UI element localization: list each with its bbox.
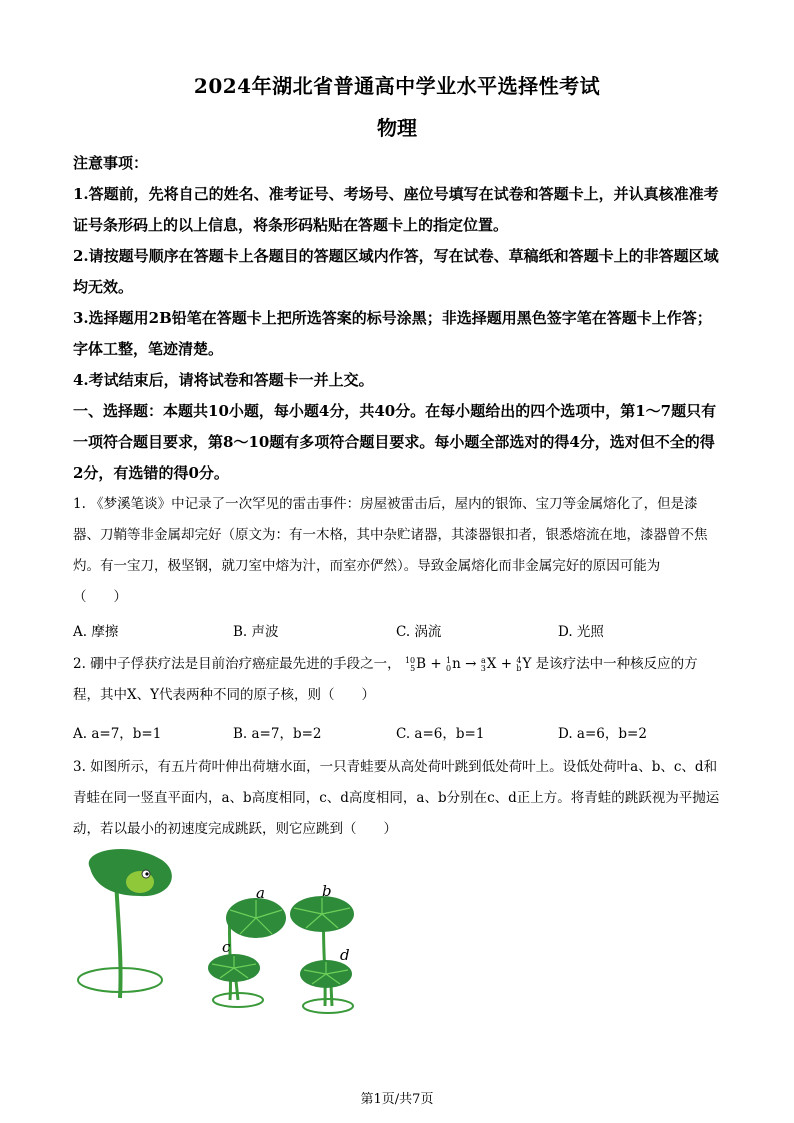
question-3-text: 3. 如图所示，有五片荷叶伸出荷塘水面，一只青蛙要从高处荷叶跳到低处荷叶上。设低处荷叶a、b、c、d和青蛙在同一竖直平面内，a、b高度相同，c、d高度相同，a、b分别在c、d正上方。将青蛙的跳跃视为平抛运动，若以最小的初速度完成跳跃，则它应跳到（ ） (73, 759, 720, 837)
exam-title: 2024年湖北省普通高中学业水平选择性考试 (193, 74, 601, 98)
question-1-text (73, 489, 723, 613)
nuclear-equation: 10 5 B + 1 0 n → a 3 X + 4 b Y (404, 655, 532, 673)
lotus-leaf-b (290, 896, 354, 932)
option-c: C. 涡流 (396, 624, 442, 640)
lotus-leaf-a (226, 898, 286, 938)
label-b: b (322, 882, 332, 900)
option-c: C. a=6，b=1 (396, 726, 485, 742)
question-2-stem-start: 2. 硼中子俘获疗法是目前治疗癌症最先进的手段之一， (73, 656, 401, 672)
label-d: d (340, 946, 350, 964)
lotus-leaf-c (208, 954, 260, 982)
note-item-1: 1.答题前，先将自己的姓名、准考证号、考场号、座位号填写在试卷和答题卡上，并认真核准准考证号条形码上的以上信息，将条形码粘贴在答题卡上的指定位置。 (73, 185, 719, 234)
page-footer: 第1页/共7页 (360, 1092, 434, 1107)
lotus-leaf-d (300, 960, 352, 988)
label-a: a (256, 884, 265, 902)
option-a: A. 摩擦 (73, 624, 119, 640)
option-d: D. 光照 (558, 624, 604, 640)
lotus-frog-figure (70, 840, 370, 1020)
section-heading: 一、选择题：本题共10小题，每小题4分，共40分。在每小题给出的四个选项中，第1～7题只有一项符合题目要求，第8～10题有多项符合题目要求。每小题全部选对的得4分，选对但不全的得2分，有选错的得0分。 (73, 402, 717, 482)
option-b: B. a=7，b=2 (233, 726, 322, 742)
note-item-2: 2.请按题号顺序在答题卡上各题目的答题区域内作答，写在试卷、草稿纸和答题卡上的非答题区域均无效。 (73, 247, 719, 296)
note-item-4: 4.考试结束后，请将试卷和答题卡一并上交。 (73, 371, 374, 389)
notes-heading: 注意事项： (73, 154, 149, 172)
question-2-text (73, 649, 723, 711)
subject-title: 物理 (377, 116, 417, 140)
option-a: A. a=7，b=1 (73, 726, 162, 742)
answer-blank: （ ） (73, 589, 127, 605)
note-item-3: 3.选择题用2B铅笔在答题卡上把所选答案的标号涂黑；非选择题用黑色签字笔在答题卡上作答；字体工整，笔迹清楚。 (73, 309, 712, 358)
option-d: D. a=6，b=2 (558, 726, 647, 742)
question-2-stem-end: 是该疗法中一种核反应的方程，其中X、Y代表两种不同的原子核，则（ ） (73, 656, 698, 703)
question-1-stem: 1. 《梦溪笔谈》中记录了一次罕见的雷击事件：房屋被雷击后，屋内的银饰、宝刀等金属熔化了，但是漆器、刀鞘等非金属却完好（原文为：有一木格，其中杂贮诸器，其漆器银扣者，银悉熔流在地，漆器曾不焦灼。有一宝刀，极坚钢，就刀室中熔为汁，而室亦俨然）。导致金属熔化而非金属完好的原因可能为 (73, 496, 708, 574)
option-b: B. 声波 (233, 624, 279, 640)
label-c: c (222, 938, 231, 956)
